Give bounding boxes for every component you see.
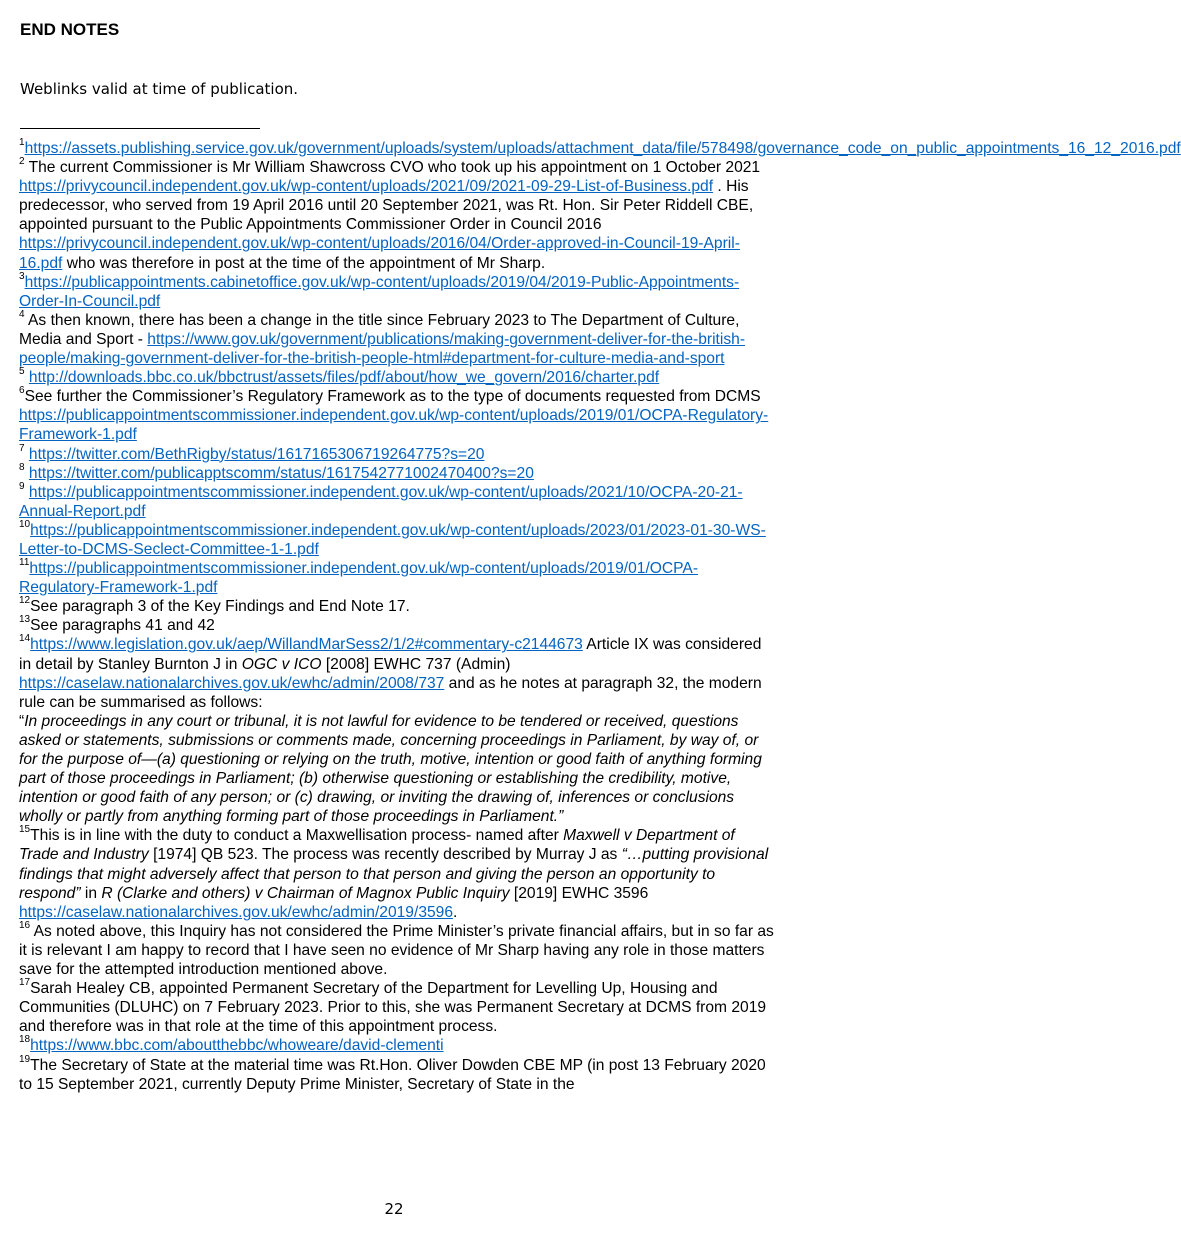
end-note-link[interactable]: https://publicappointments.cabinetoffice.gov.uk/wp-content/uploads/2019/04/2019-Public-Appointments-Order-In-Council.pdf xyxy=(19,273,740,310)
end-note-italic-text: R (Clarke and others) v Chairman of Magnox Public Inquiry xyxy=(101,884,510,902)
end-note-number: 14 xyxy=(19,633,31,645)
end-note-14 xyxy=(19,635,774,826)
page-heading: END NOTES xyxy=(20,20,120,39)
end-note-italic-text: OGC v ICO xyxy=(241,655,322,673)
end-note-11 xyxy=(19,559,774,597)
end-note-link[interactable]: https://publicappointmentscommissioner.independent.gov.uk/wp-content/uploads/2019/01/OCPA-Regulatory-Framework-1.pdf xyxy=(19,560,699,597)
end-note-text: [2019] EWHC 3596 xyxy=(509,884,649,902)
end-note-text: See further the Commissioner’s Regulatory Framework as to the type of documents requested from DCMS xyxy=(24,388,761,406)
end-note-link[interactable]: https://publicappointmentscommissioner.independent.gov.uk/wp-content/uploads/2021/10/OCPA-20-21-Annual-Report.pdf xyxy=(19,483,743,520)
end-note-number: 3 xyxy=(19,270,25,282)
end-note-link[interactable]: https://www.legislation.gov.uk/aep/WillandMarSess2/1/2#commentary-c2144673 xyxy=(30,636,583,654)
end-note-text: . xyxy=(453,903,458,921)
end-note-number: 13 xyxy=(19,614,31,626)
page-number: 22 xyxy=(384,1200,404,1218)
end-note-number: 8 xyxy=(19,461,25,473)
end-note-number: 5 xyxy=(19,366,25,378)
end-note-link[interactable]: https://caselaw.nationalarchives.gov.uk/ewhc/admin/2008/737 xyxy=(19,674,445,692)
footnote-separator xyxy=(20,128,260,129)
end-note-number: 2 xyxy=(19,156,25,168)
end-note-link[interactable]: https://assets.publishing.service.gov.uk/government/uploads/system/uploads/attachment_data/file/578498/governance_code_on_public_appointments_16_12_2016.pdf xyxy=(24,140,1181,157)
end-note-13 xyxy=(19,616,774,635)
end-note-4 xyxy=(19,308,774,368)
end-note-19 xyxy=(19,1053,774,1094)
end-note-number: 12 xyxy=(19,595,31,607)
end-note-text: The Secretary of State at the material time was Rt.Hon. Oliver Dowden CBE MP (in post 13 February 2020 to 15 September 2021, currently Deputy Prime Minister, Secretary of State in the xyxy=(19,1056,766,1093)
end-note-number: 9 xyxy=(19,480,25,492)
end-note-text: [2008] EWHC 737 (Admin) xyxy=(321,655,511,673)
end-note-number: 6 xyxy=(19,385,25,397)
end-note-number: 19 xyxy=(19,1053,31,1065)
end-note-link[interactable]: https://twitter.com/publicapptscomm/status/1617542771002470400?s=20 xyxy=(28,464,534,482)
end-note-5 xyxy=(19,368,774,387)
end-note-link[interactable]: https://privycouncil.independent.gov.uk/wp-content/uploads/2016/04/Order-approved-in-Council-19-April-16.pdf xyxy=(19,235,740,272)
end-note-text: “ xyxy=(19,712,25,730)
end-note-link[interactable]: https://www.gov.uk/government/publications/making-government-deliver-for-the-british-people/making-government-deliver-for-the-british-people-html#department-for-culture-media-and-sport xyxy=(19,330,746,368)
end-note-link[interactable]: https://www.bbc.com/aboutthebbc/whoweare/david-clementi xyxy=(30,1037,444,1055)
end-note-number: 17 xyxy=(19,977,31,989)
end-note-text: This is in line with the duty to conduct a Maxwellisation process- named after xyxy=(30,827,564,845)
end-note-6 xyxy=(19,387,774,444)
end-note-8 xyxy=(19,461,774,483)
end-note-italic-text: Maxwell v Department of Trade and Industry xyxy=(19,827,735,864)
end-note-text: See paragraph 3 of the Key Findings and End Note 17. xyxy=(30,598,410,616)
end-note-italic-text: In proceedings in any court or tribunal, it is not lawful for evidence to be tendered or received, questions asked or statements, submissions or comments made, concerning proceedings in Parliament, by way of, or for the purpose of—(a) questioning or relying on the truth, motive, intention or good faith of anything forming part of those proceedings in Parliament; (b) otherwise questioning or establishing the credibility, motive, intention or good faith of any person; or (c) drawing, or inviting the drawing of, inferences or conclusions wholly or partly from anything forming part of those proceedings in Parliament.” xyxy=(19,712,762,826)
end-note-3 xyxy=(19,270,774,311)
end-note-number: 11 xyxy=(19,557,30,569)
end-note-16 xyxy=(19,919,774,979)
end-note-17 xyxy=(19,979,774,1036)
end-note-number: 10 xyxy=(19,518,31,530)
end-note-number: 7 xyxy=(19,442,25,454)
end-note-text: As noted above, this Inquiry has not considered the Prime Minister’s private financial affairs, but in so far as it is relevant I am happy to record that I have seen no evidence of Mr Sharp having any role in those matters save for the attempted introduction mentioned above. xyxy=(19,922,774,979)
end-note-number: 4 xyxy=(19,308,25,320)
end-note-link[interactable]: http://downloads.bbc.co.uk/bbctrust/assets/files/pdf/about/how_we_govern/2016/charter.pdf xyxy=(28,369,660,387)
end-note-18 xyxy=(19,1036,774,1055)
end-note-italic-text: “…putting provisional findings that might adversely affect that person to that person and giving the person an opportunity to respond” xyxy=(19,846,769,902)
end-note-10 xyxy=(19,518,774,559)
end-note-link[interactable]: https://privycouncil.independent.gov.uk/wp-content/uploads/2021/09/2021-09-29-List-of-Business.pdf xyxy=(19,178,714,196)
end-note-link[interactable]: https://twitter.com/BethRigby/status/1617165306719264775?s=20 xyxy=(28,445,485,463)
end-note-number: 16 xyxy=(19,919,31,931)
end-note-7 xyxy=(19,442,774,464)
end-notes-list xyxy=(19,137,1181,1094)
end-note-text: As then known, there has been a change in the title since February 2023 to The Department of Culture, Media and Sport - xyxy=(19,311,740,348)
end-note-link[interactable]: https://publicappointmentscommissioner.independent.gov.uk/wp-content/uploads/2023/01/2023-01-30-WS-Letter-to-DCMS-Seclect-Committee-1-1.pdf xyxy=(19,521,766,558)
end-note-text: who was therefore in post at the time of the appointment of Mr Sharp. xyxy=(62,254,546,272)
end-note-number: 15 xyxy=(19,824,31,836)
end-note-text: The current Commissioner is Mr William Shawcross CVO who took up his appointment on 1 October 2021 xyxy=(24,159,761,177)
end-note-text: Article IX was considered in detail by Stanley Burnton J in xyxy=(19,636,762,673)
end-note-9 xyxy=(19,480,774,521)
end-note-text: [1974] QB 523. The process was recently described by Murray J as xyxy=(148,846,622,864)
end-note-2 xyxy=(19,158,774,273)
end-note-link[interactable]: https://publicappointmentscommissioner.independent.gov.uk/wp-content/uploads/2019/01/OCPA-Regulatory-Framework-1.pdf xyxy=(19,407,769,444)
end-note-number: 18 xyxy=(19,1034,31,1046)
end-note-15 xyxy=(19,826,774,921)
end-note-text: . His predecessor, who served from 19 April 2016 until 20 September 2021, was Rt. Hon. Sir Peter Riddell CBE, appointed pursuant to the Public Appointments Commissioner Order in Council 2016 xyxy=(19,178,754,234)
weblinks-note: Weblinks valid at time of publication. xyxy=(20,80,299,98)
end-note-link[interactable]: https://caselaw.nationalarchives.gov.uk/ewhc/admin/2019/3596 xyxy=(19,903,454,921)
end-note-number: 1 xyxy=(19,137,25,148)
end-note-text: See paragraphs 41 and 42 xyxy=(30,617,215,635)
end-note-text: and as he notes at paragraph 32, the modern rule can be summarised as follows: xyxy=(19,674,762,711)
end-note-12 xyxy=(19,597,774,616)
end-note-text: in xyxy=(80,884,102,902)
end-note-1 xyxy=(19,137,1181,158)
end-note-text: Sarah Healey CB, appointed Permanent Secretary of the Department for Levelling Up, Housing and Communities (DLUHC) on 7 February 2023. Prior to this, she was Permanent Secretary at DCMS from 2019 and therefore was in that role at the time of this appointment process. xyxy=(19,980,767,1036)
